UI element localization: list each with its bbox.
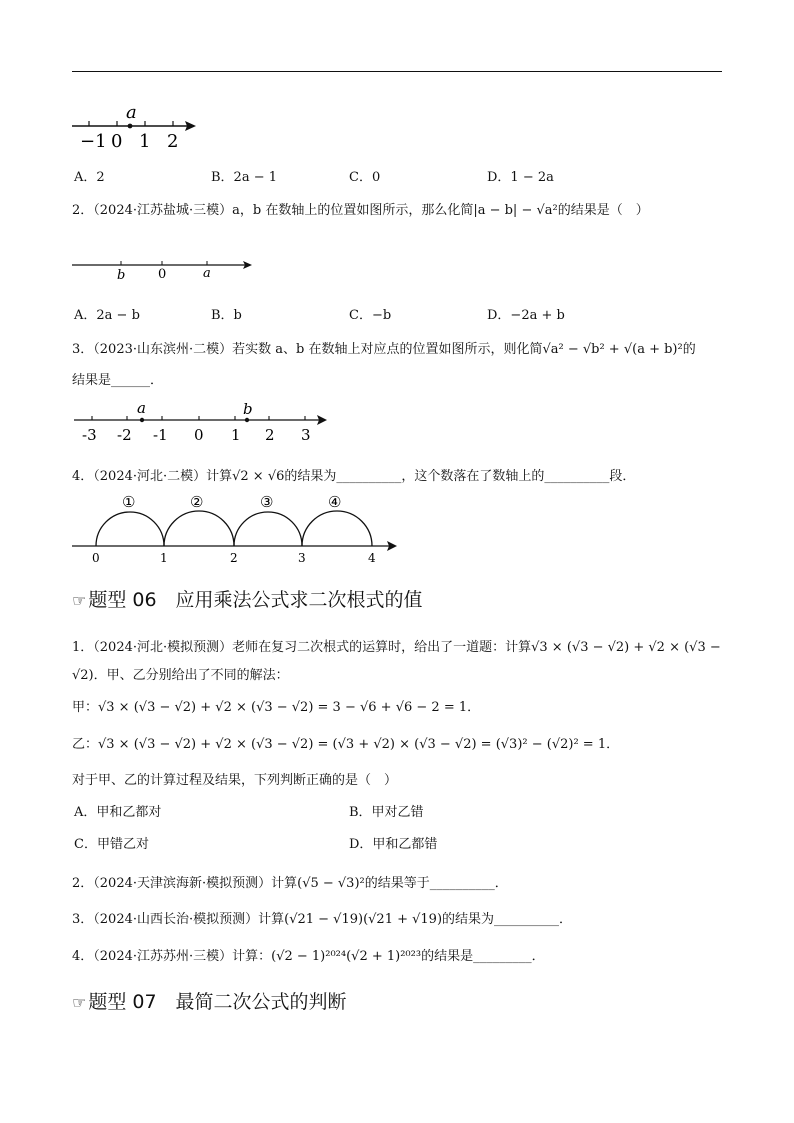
point-b-label: b [117,268,126,282]
q2-option-a: A．2a − b [74,308,140,323]
tick-label: 2 [265,426,275,444]
number-line-figure-4 [70,490,405,570]
tick-label: 2 [167,131,179,152]
pointing-hand-icon: ☞ [72,993,87,1012]
section-06-title: 题型 06 应用乘法公式求二次根式的值 [88,589,423,611]
s06-q1-option-a: A．甲和乙都对 [74,805,162,820]
tick-label: 0 [92,551,100,565]
q2-option-c: C．−b [349,308,392,323]
tick-label: -3 [82,426,97,444]
tick-label: -2 [117,426,132,444]
tick-label: 4 [368,551,376,565]
s06-q1-option-b: B．甲对乙错 [349,805,424,820]
arc-segment-4 [302,511,372,546]
tick-label: 1 [231,426,241,444]
s06-q3-text: 3．（2024·山西长治·模拟预测）计算(√21 − √19)(√21 + √19)的结果为__________． [72,912,573,927]
s06-q1-jia-solution: 甲：√3 × (√3 − √2) + √2 × (√3 − √2) = 3 − √6 + √6 − 2 = 1． [72,700,481,715]
section-07-heading [72,987,347,1014]
tick-label: 0 [194,426,204,444]
q3-text-line1: 3．（2023·山东滨州·二模）若实数 a、b 在数轴上对应点的位置如图所示，则化简√a² − √b² + √(a + b)²的 [72,342,696,357]
tick-label: 3 [298,551,306,565]
q2-option-b: B．b [211,308,242,323]
q1-option-d: D．1 − 2a [487,170,554,185]
tick-label: -1 [153,426,168,444]
q2-text: 2．（2024·江苏盐城·三模）a，b 在数轴上的位置如图所示，那么化简|a − b| − √a²的结果是（ ） [72,203,649,218]
tick-label: 1 [139,131,151,152]
s06-q1-text-line1: 1．（2024·河北·模拟预测）老师在复习二次根式的运算时，给出了一道题：计算√3 × (√3 − √2) + √2 × (√3 − [72,640,721,655]
segment-label: ① [122,493,136,511]
tick-label: 3 [301,426,311,444]
s06-q1-text-line2: √2)．甲、乙分别给出了不同的解法： [72,668,289,683]
s06-q1-yi-solution: 乙：√3 × (√3 − √2) + √2 × (√3 − √2) = (√3 + √2) × (√3 − √2) = (√3)² − (√2)² = 1． [72,737,620,752]
point-b [245,418,249,422]
q1-option-a: A．2 [74,170,105,185]
point-a [140,418,144,422]
arc-segment-1 [96,512,164,546]
number-line-figure-2 [70,256,260,282]
tick-label: 2 [230,551,238,565]
zero-label: 0 [158,267,167,282]
s06-q2-text: 2．（2024·天津滨海新·模拟预测）计算(√5 − √3)²的结果等于__________． [72,876,508,891]
segment-label: ③ [260,493,274,511]
s06-q4-text: 4．（2024·江苏苏州·三模）计算：(√2 − 1)²⁰²⁴(√2 + 1)²⁰²³的结果是_________． [72,949,545,964]
arc-segment-2 [164,511,234,546]
tick-label: 0 [111,131,123,152]
q1-option-b: B．2a − 1 [211,170,278,185]
point-a-label: a [203,266,211,281]
number-line-figure-3 [70,398,332,444]
s06-q1-option-c: C．甲错乙对 [74,837,149,852]
point-b-label: b [243,400,253,418]
s06-q1-option-d: D．甲和乙都错 [349,837,438,852]
point-a-label: a [126,102,137,123]
tick-label: −1 [80,131,107,152]
q2-option-d: D．−2a + b [487,308,565,323]
point-a-label: a [137,399,146,417]
tick-label: 1 [160,551,168,565]
section-07-title: 题型 07 最简二次公式的判断 [88,991,347,1013]
point-a [128,124,133,129]
pointing-hand-icon: ☞ [72,591,87,610]
q1-option-c: C．0 [349,170,381,185]
top-rule [72,71,722,72]
s06-q1-question: 对于甲、乙的计算过程及结果，下列判断正确的是（ ） [72,773,398,788]
q4-text: 4．（2024·河北·二模）计算√2 × √6的结果为__________，这个数落在了数轴上的__________段． [72,469,636,484]
q3-text-line2: 结果是______． [72,373,164,388]
arc-segment-3 [234,512,302,546]
segment-label: ② [190,493,204,511]
section-06-heading [72,585,423,612]
segment-label: ④ [328,493,342,511]
number-line-figure-1 [66,100,206,152]
